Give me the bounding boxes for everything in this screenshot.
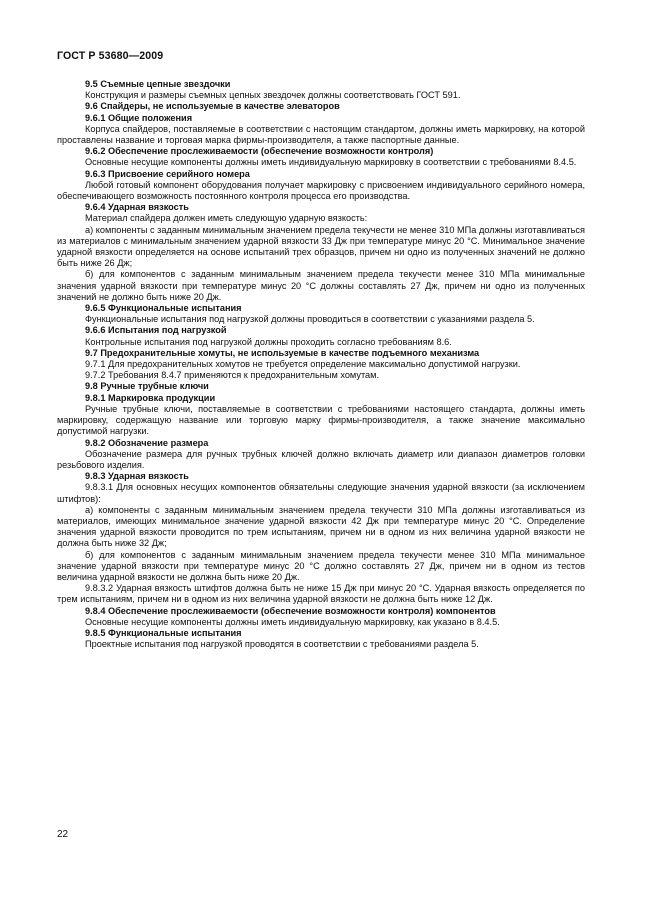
body-paragraph: б) для компонентов с заданным минимальным значением предела текучести менее 310 МПа минимальное значение ударной вязкости при температуре минус 20 °С должно составлять 27 Дж, причем ни в одном из тестов величина ударной вязкости не должна быть ниже 20 Дж. bbox=[57, 549, 585, 582]
section-heading: 9.6.4 Ударная вязкость bbox=[85, 202, 189, 213]
section-heading: 9.8.2 Обозначение размера bbox=[85, 437, 209, 448]
body-paragraph: 9.8.3.2 Ударная вязкость штифтов должна быть не ниже 15 Дж при минус 20 °С. Ударная вязкость определяется по трем испытаниям, причем ни в одном из них величина ударной вязкости не должна быть ниже 12 Дж. bbox=[57, 583, 585, 605]
standard-header: ГОСТ Р 53680—2009 bbox=[57, 50, 164, 62]
section-heading: 9.8.5 Функциональные испытания bbox=[85, 627, 242, 638]
body-paragraph: 9.7.2 Требования 8.4.7 применяются к предохранительным хомутам. bbox=[85, 370, 380, 381]
body-paragraph: а) компоненты с заданным минимальным значением предела текучести не менее 310 МПа должны изготавливаться из материалов с минимальным значением ударной вязкости 33 Дж при температуре минус 20 °С. Минимальное значение ударной вязкости определяется на основе испытаний трех образцов, причем ни одно из полученных значений не должно быть ниже 26 Дж; bbox=[57, 224, 585, 269]
section-heading: 9.5 Съемные цепные звездочки bbox=[85, 79, 231, 89]
body-paragraph: Ручные трубные ключи, поставляемые в соответствии с требованиями настоящего стандарта, должны иметь маркировку, содержащую название или торговую марку фирмы-производителя, а также значение максимально допустимой нагрузки. bbox=[57, 403, 585, 437]
body-paragraph: Материал спайдера должен иметь следующую ударную вязкость: bbox=[85, 213, 368, 224]
section-heading: 9.8 Ручные трубные ключи bbox=[85, 381, 209, 392]
body-paragraph: Основные несущие компоненты должны иметь индивидуальную маркировку, как указано в 8.4.5. bbox=[85, 616, 500, 627]
body-paragraph: Обозначение размера для ручных трубных ключей должно включать диаметр или диапазон диаметров головки резьбового изделия. bbox=[57, 448, 585, 470]
body-paragraph: а) компоненты с заданным минимальным значением предела текучести 310 МПа должны изготавливаться из материалов, имеющих минимальное значение ударной вязкости 42 Дж при температуре минус 20 °С. Определение значения ударной вязкости проводится по трем испытаниям, причем ни в одном из них величина ударной вязкости не должна быть ниже 32 Дж; bbox=[57, 504, 585, 549]
section-heading: 9.6.1 Общие положения bbox=[85, 112, 193, 123]
body-paragraph: б) для компонентов с заданным минимальным значением предела текучести менее 310 МПа минимальные значения ударной вязкости при температуре минус 20 °С должны составлять 27 Дж, причем ни одно из полученных значений не должно быть ниже 20 Дж. bbox=[57, 269, 585, 302]
section-heading: 9.8.3 Ударная вязкость bbox=[85, 471, 189, 482]
body-paragraph: Проектные испытания под нагрузкой проводятся в соответствии с требованиями раздела 5. bbox=[85, 639, 479, 650]
body-paragraph: Контрольные испытания под нагрузкой должны проходить согласно требованиям 8.6. bbox=[85, 336, 452, 347]
section-heading: 9.6.3 Присвоение серийного номера bbox=[85, 168, 250, 179]
section-heading: 9.6.6 Испытания под нагрузкой bbox=[85, 325, 227, 336]
section-heading: 9.6.5 Функциональные испытания bbox=[85, 303, 242, 314]
body-paragraph: Функциональные испытания под нагрузкой должны проводиться в соответствии с указаниями раздела 5. bbox=[85, 314, 535, 325]
body-paragraph: 9.7.1 Для предохранительных хомутов не требуется определение максимально допустимой нагрузки. bbox=[85, 359, 521, 370]
section-heading: 9.8.4 Обеспечение прослеживаемости (обеспечение возможности контроля) компонентов bbox=[85, 605, 496, 616]
body-paragraph: Конструкция и размеры съемных цепных звездочек должны соответствовать ГОСТ 591. bbox=[85, 90, 461, 101]
section-heading: 9.6 Спайдеры, не используемые в качестве элеваторов bbox=[85, 101, 340, 112]
document-body bbox=[57, 79, 585, 650]
body-paragraph: Любой готовый компонент оборудования получает маркировку с присвоением индивидуального серийного номера, обеспечивающего возможность постоянного контроля процесса его производства. bbox=[57, 179, 585, 202]
section-heading: 9.8.1 Маркировка продукции bbox=[85, 392, 216, 403]
body-paragraph: Корпуса спайдеров, поставляемые в соответствии с настоящим стандартом, должны иметь маркировку, на которой проставлены название и торговая марка фирмы-производителя, а также паспортные данные. bbox=[57, 123, 585, 146]
body-paragraph: 9.8.3.1 Для основных несущих компонентов обязательны следующие значения ударной вязкости (за исключением штифтов): bbox=[57, 482, 585, 504]
page-number: 22 bbox=[57, 829, 69, 840]
section-heading: 9.6.2 Обеспечение прослеживаемости (обеспечение возможности контроля) bbox=[85, 146, 434, 157]
section-heading: 9.7 Предохранительные хомуты, не используемые в качестве подъемного механизма bbox=[85, 347, 480, 358]
body-paragraph: Основные несущие компоненты должны иметь индивидуальную маркировку в соответствии с требованиями 8.4.5. bbox=[85, 157, 577, 168]
